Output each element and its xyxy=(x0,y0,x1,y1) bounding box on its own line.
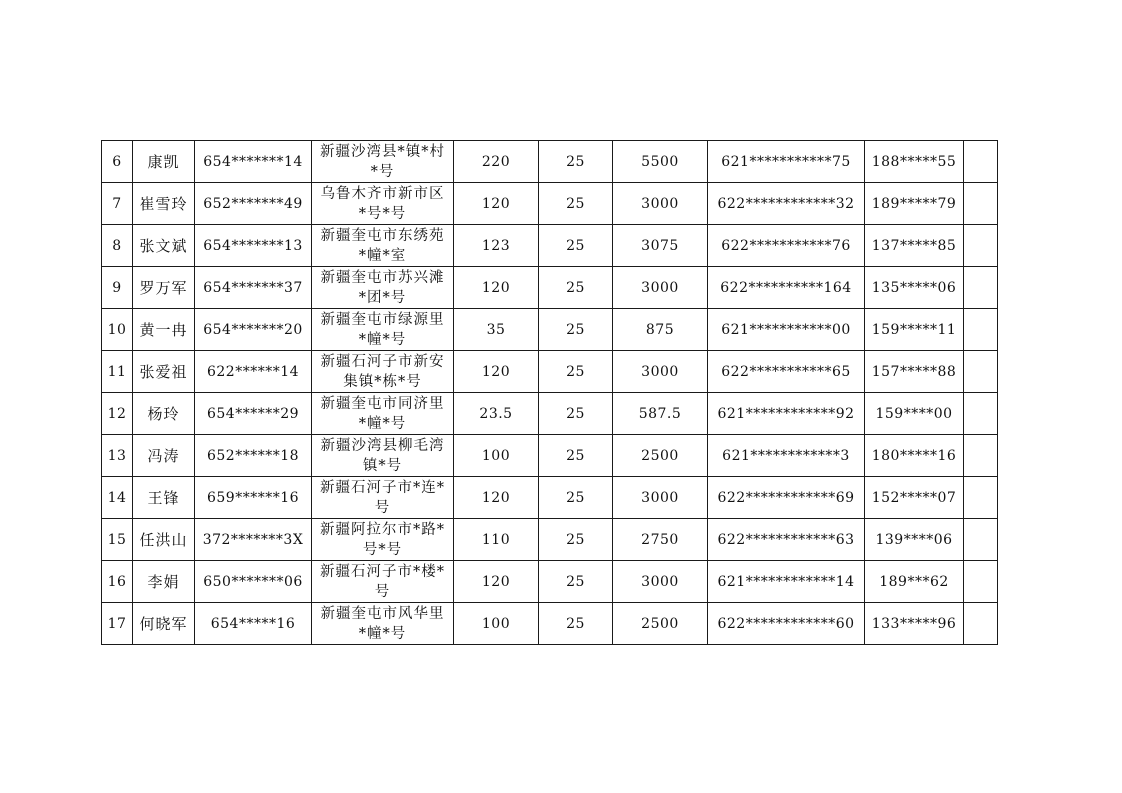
row-number-cell: 9 xyxy=(102,267,133,309)
bank-card-cell: 621************3 xyxy=(708,435,865,477)
area-cell: 120 xyxy=(454,561,539,603)
id-number-cell: 652*******49 xyxy=(195,183,312,225)
remarks-cell xyxy=(964,141,998,183)
amount-cell: 3000 xyxy=(613,183,708,225)
name-cell: 崔雪玲 xyxy=(133,183,195,225)
address-cell: 乌鲁木齐市新市区*号*号 xyxy=(312,183,454,225)
id-number-cell: 659******16 xyxy=(195,477,312,519)
rate-cell: 25 xyxy=(539,519,613,561)
remarks-cell xyxy=(964,309,998,351)
amount-cell: 5500 xyxy=(613,141,708,183)
phone-cell: 159*****11 xyxy=(865,309,964,351)
phone-cell: 133*****96 xyxy=(865,603,964,645)
id-number-cell: 650*******06 xyxy=(195,561,312,603)
row-number-cell: 16 xyxy=(102,561,133,603)
bank-card-cell: 621************92 xyxy=(708,393,865,435)
amount-cell: 3075 xyxy=(613,225,708,267)
name-cell: 杨玲 xyxy=(133,393,195,435)
id-number-cell: 654*******20 xyxy=(195,309,312,351)
table-row xyxy=(102,561,998,603)
row-number-cell: 17 xyxy=(102,603,133,645)
amount-cell: 3000 xyxy=(613,561,708,603)
table-row xyxy=(102,393,998,435)
area-cell: 120 xyxy=(454,183,539,225)
name-cell: 李娟 xyxy=(133,561,195,603)
bank-card-cell: 622**********164 xyxy=(708,267,865,309)
amount-cell: 2500 xyxy=(613,435,708,477)
id-number-cell: 654*******37 xyxy=(195,267,312,309)
rate-cell: 25 xyxy=(539,477,613,519)
roster-body xyxy=(102,141,998,645)
name-cell: 冯涛 xyxy=(133,435,195,477)
bank-card-cell: 622************60 xyxy=(708,603,865,645)
area-cell: 23.5 xyxy=(454,393,539,435)
id-number-cell: 654*******14 xyxy=(195,141,312,183)
id-number-cell: 654*****16 xyxy=(195,603,312,645)
phone-cell: 157*****88 xyxy=(865,351,964,393)
phone-cell: 135*****06 xyxy=(865,267,964,309)
bank-card-cell: 622***********76 xyxy=(708,225,865,267)
row-number-cell: 15 xyxy=(102,519,133,561)
remarks-cell xyxy=(964,183,998,225)
area-cell: 120 xyxy=(454,351,539,393)
row-number-cell: 11 xyxy=(102,351,133,393)
id-number-cell: 654******29 xyxy=(195,393,312,435)
name-cell: 黄一冉 xyxy=(133,309,195,351)
table-row xyxy=(102,519,998,561)
address-cell: 新疆奎屯市苏兴滩*团*号 xyxy=(312,267,454,309)
phone-cell: 159****00 xyxy=(865,393,964,435)
bank-card-cell: 622************69 xyxy=(708,477,865,519)
rate-cell: 25 xyxy=(539,435,613,477)
remarks-cell xyxy=(964,477,998,519)
rate-cell: 25 xyxy=(539,183,613,225)
address-cell: 新疆奎屯市风华里*幢*号 xyxy=(312,603,454,645)
remarks-cell xyxy=(964,435,998,477)
address-cell: 新疆石河子市*连*号 xyxy=(312,477,454,519)
area-cell: 100 xyxy=(454,603,539,645)
rate-cell: 25 xyxy=(539,267,613,309)
area-cell: 123 xyxy=(454,225,539,267)
phone-cell: 152*****07 xyxy=(865,477,964,519)
address-cell: 新疆奎屯市东绣苑*幢*室 xyxy=(312,225,454,267)
remarks-cell xyxy=(964,561,998,603)
area-cell: 120 xyxy=(454,267,539,309)
bank-card-cell: 622***********65 xyxy=(708,351,865,393)
phone-cell: 189***62 xyxy=(865,561,964,603)
name-cell: 任洪山 xyxy=(133,519,195,561)
address-cell: 新疆奎屯市绿源里*幢*号 xyxy=(312,309,454,351)
bank-card-cell: 622************63 xyxy=(708,519,865,561)
name-cell: 罗万军 xyxy=(133,267,195,309)
roster-table xyxy=(101,140,998,645)
amount-cell: 3000 xyxy=(613,351,708,393)
row-number-cell: 8 xyxy=(102,225,133,267)
rate-cell: 25 xyxy=(539,603,613,645)
remarks-cell xyxy=(964,603,998,645)
area-cell: 100 xyxy=(454,435,539,477)
area-cell: 110 xyxy=(454,519,539,561)
address-cell: 新疆沙湾县柳毛湾镇*号 xyxy=(312,435,454,477)
name-cell: 康凯 xyxy=(133,141,195,183)
phone-cell: 189*****79 xyxy=(865,183,964,225)
remarks-cell xyxy=(964,519,998,561)
address-cell: 新疆阿拉尔市*路*号*号 xyxy=(312,519,454,561)
phone-cell: 188*****55 xyxy=(865,141,964,183)
amount-cell: 3000 xyxy=(613,267,708,309)
area-cell: 35 xyxy=(454,309,539,351)
name-cell: 张爱祖 xyxy=(133,351,195,393)
bank-card-cell: 622************32 xyxy=(708,183,865,225)
table-row xyxy=(102,183,998,225)
rate-cell: 25 xyxy=(539,309,613,351)
id-number-cell: 372*******3X xyxy=(195,519,312,561)
id-number-cell: 622******14 xyxy=(195,351,312,393)
phone-cell: 137*****85 xyxy=(865,225,964,267)
table-row xyxy=(102,351,998,393)
table-row xyxy=(102,225,998,267)
row-number-cell: 6 xyxy=(102,141,133,183)
row-number-cell: 13 xyxy=(102,435,133,477)
table-row xyxy=(102,141,998,183)
amount-cell: 587.5 xyxy=(613,393,708,435)
address-cell: 新疆石河子市新安集镇*栋*号 xyxy=(312,351,454,393)
rate-cell: 25 xyxy=(539,141,613,183)
remarks-cell xyxy=(964,225,998,267)
phone-cell: 139****06 xyxy=(865,519,964,561)
row-number-cell: 14 xyxy=(102,477,133,519)
table-row xyxy=(102,435,998,477)
amount-cell: 2750 xyxy=(613,519,708,561)
bank-card-cell: 621***********75 xyxy=(708,141,865,183)
rate-cell: 25 xyxy=(539,351,613,393)
phone-cell: 180*****16 xyxy=(865,435,964,477)
rate-cell: 25 xyxy=(539,561,613,603)
amount-cell: 3000 xyxy=(613,477,708,519)
name-cell: 王锋 xyxy=(133,477,195,519)
area-cell: 220 xyxy=(454,141,539,183)
id-number-cell: 652******18 xyxy=(195,435,312,477)
address-cell: 新疆沙湾县*镇*村*号 xyxy=(312,141,454,183)
amount-cell: 2500 xyxy=(613,603,708,645)
name-cell: 张文斌 xyxy=(133,225,195,267)
row-number-cell: 10 xyxy=(102,309,133,351)
amount-cell: 875 xyxy=(613,309,708,351)
id-number-cell: 654*******13 xyxy=(195,225,312,267)
rate-cell: 25 xyxy=(539,393,613,435)
row-number-cell: 7 xyxy=(102,183,133,225)
area-cell: 120 xyxy=(454,477,539,519)
rate-cell: 25 xyxy=(539,225,613,267)
remarks-cell xyxy=(964,351,998,393)
remarks-cell xyxy=(964,267,998,309)
bank-card-cell: 621***********00 xyxy=(708,309,865,351)
address-cell: 新疆奎屯市同济里*幢*号 xyxy=(312,393,454,435)
row-number-cell: 12 xyxy=(102,393,133,435)
remarks-cell xyxy=(964,393,998,435)
address-cell: 新疆石河子市*楼*号 xyxy=(312,561,454,603)
name-cell: 何晓军 xyxy=(133,603,195,645)
table-row xyxy=(102,477,998,519)
table-row xyxy=(102,603,998,645)
bank-card-cell: 621************14 xyxy=(708,561,865,603)
table-row xyxy=(102,267,998,309)
table-row xyxy=(102,309,998,351)
